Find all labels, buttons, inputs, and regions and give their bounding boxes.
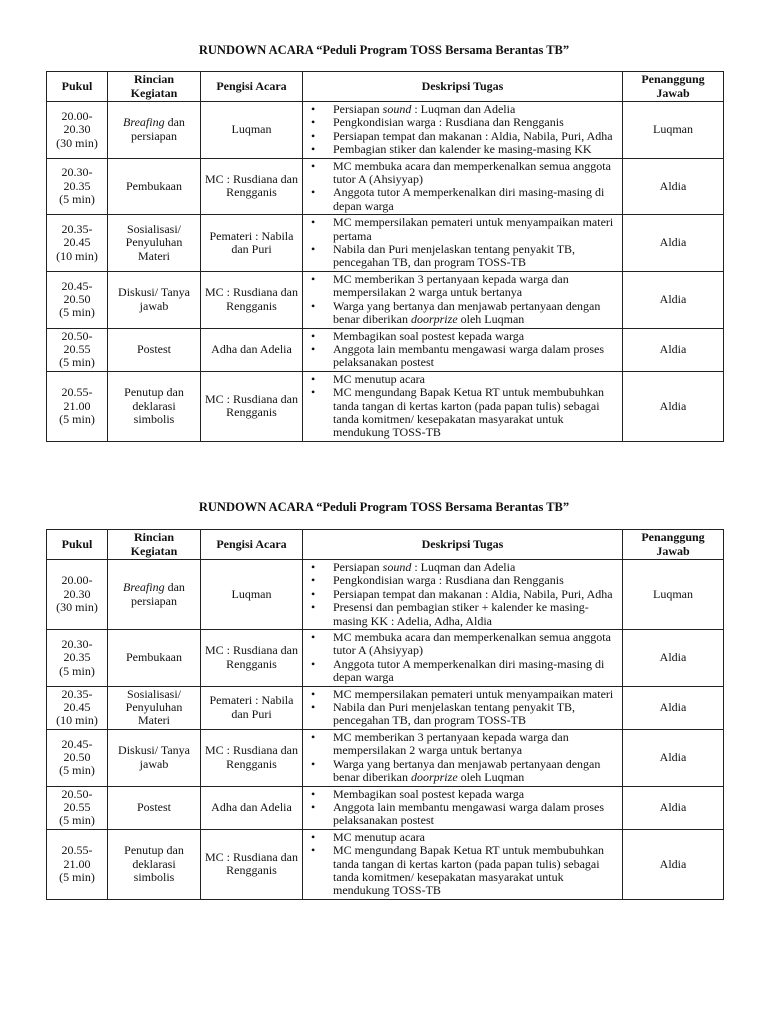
responsible-cell: Aldia — [623, 829, 724, 899]
task-text: Persiapan — [333, 560, 383, 574]
task-list-item — [306, 160, 619, 187]
activity-cell — [108, 271, 201, 328]
task-text: MC memberikan 3 pertanyaan kepada warga dan mempersilakan 2 warga untuk bertanya — [333, 729, 569, 758]
table-row — [47, 560, 724, 630]
activity-text: Breafing — [123, 580, 165, 595]
activity-text: Pembukaan — [126, 650, 182, 665]
task-list-item — [306, 116, 619, 129]
performer-cell: MC : Rusdiana dan Rengganis — [201, 271, 303, 328]
table-row — [47, 786, 724, 829]
col-header-pengisi: Pengisi Acara — [201, 530, 303, 560]
activity-cell — [108, 729, 201, 786]
task-list — [306, 216, 619, 270]
task-description-cell — [303, 630, 623, 687]
time-cell: 20.30- 20.35 (5 min) — [47, 630, 108, 687]
responsible-cell: Aldia — [623, 271, 724, 328]
task-text: : Luqman dan Adelia — [411, 102, 516, 116]
task-list-item — [306, 216, 619, 243]
table-row — [47, 829, 724, 899]
task-list — [306, 731, 619, 785]
col-header-rincian: Rincian Kegiatan — [108, 72, 201, 102]
time-cell: 20.55- 21.00 (5 min) — [47, 371, 108, 441]
responsible-cell: Aldia — [623, 371, 724, 441]
task-list-item — [306, 243, 619, 270]
responsible-cell: Aldia — [623, 630, 724, 687]
task-list-item — [306, 273, 619, 300]
task-text: Anggota lain membantu mengawasi warga dalam proses pelaksanakan postest — [333, 799, 605, 828]
rundown-table — [46, 529, 724, 900]
task-list-item — [306, 300, 619, 327]
activity-cell — [108, 158, 201, 215]
performer-cell: MC : Rusdiana dan Rengganis — [201, 829, 303, 899]
table-row — [47, 215, 724, 272]
task-list-item — [306, 373, 619, 386]
task-description-cell — [303, 829, 623, 899]
responsible-cell: Aldia — [623, 686, 724, 729]
task-description-cell — [303, 271, 623, 328]
activity-cell — [108, 686, 201, 729]
task-text: sound — [382, 102, 412, 116]
col-header-pukul: Pukul — [47, 72, 108, 102]
table-row — [47, 102, 724, 159]
task-list-item — [306, 343, 619, 370]
performer-cell: MC : Rusdiana dan Rengganis — [201, 371, 303, 441]
task-text: MC mempersilakan pemateri untuk menyampaikan materi — [333, 686, 614, 701]
time-cell: 20.45- 20.50 (5 min) — [47, 271, 108, 328]
activity-cell — [108, 215, 201, 272]
task-list — [306, 373, 619, 440]
activity-text: dan persiapan — [131, 115, 185, 143]
task-text: Nabila dan Puri menjelaskan tentang penyakit TB, pencegahan TB, dan program TOSS-TB — [333, 700, 576, 728]
responsible-cell: Aldia — [623, 328, 724, 371]
task-text: MC mempersilakan pemateri untuk menyampaikan materi pertama — [333, 215, 614, 243]
task-text: oleh Luqman — [457, 312, 525, 327]
time-cell: 20.00- 20.30 (30 min) — [47, 102, 108, 159]
task-text: Presensi dan pembagian stiker + kalender ke masing-masing KK : Adelia, Adha, Aldia — [333, 600, 589, 628]
task-text: Pengkondisian warga : Rusdiana dan Rengganis — [333, 115, 564, 130]
task-list — [306, 103, 619, 157]
task-text: Anggota lain membantu mengawasi warga dalam proses pelaksanakan postest — [333, 341, 605, 370]
task-list-item — [306, 788, 619, 801]
performer-cell: Pemateri : Nabila dan Puri — [201, 215, 303, 272]
activity-cell — [108, 102, 201, 159]
activity-cell — [108, 630, 201, 687]
table-body — [47, 102, 724, 442]
task-list-item — [306, 688, 619, 701]
col-header-rincian: Rincian Kegiatan — [108, 530, 201, 560]
activity-text: Penutup dan deklarasi simbolis — [124, 843, 184, 884]
task-text: sound — [382, 560, 412, 574]
activity-text: Breafing — [123, 115, 165, 130]
task-list-item — [306, 801, 619, 828]
task-list-item — [306, 844, 619, 898]
table-row — [47, 686, 724, 729]
task-list-item — [306, 731, 619, 758]
table-row — [47, 271, 724, 328]
time-cell: 20.55- 21.00 (5 min) — [47, 829, 108, 899]
time-cell: 20.00- 20.30 (30 min) — [47, 560, 108, 630]
task-text: Nabila dan Puri menjelaskan tentang penyakit TB, pencegahan TB, dan program TOSS-TB — [333, 242, 576, 270]
performer-cell: MC : Rusdiana dan Rengganis — [201, 158, 303, 215]
time-cell: 20.35- 20.45 (10 min) — [47, 215, 108, 272]
task-text: Pengkondisian warga : Rusdiana dan Rengganis — [333, 573, 564, 588]
activity-text: Diskusi/ Tanya jawab — [118, 743, 190, 771]
task-text: Persiapan tempat dan makanan : Aldia, Nabila, Puri, Adha — [333, 128, 613, 143]
task-list-item — [306, 143, 619, 156]
activity-text: Postest — [136, 799, 171, 814]
task-list — [306, 561, 619, 628]
task-description-cell — [303, 686, 623, 729]
performer-cell: Adha dan Adelia — [201, 786, 303, 829]
activity-cell — [108, 829, 201, 899]
task-list-item — [306, 130, 619, 143]
task-text: Warga yang bertanya dan menjawab pertanyaan dengan benar diberikan — [333, 756, 601, 785]
task-description-cell — [303, 158, 623, 215]
task-list-item — [306, 601, 619, 628]
task-list-item — [306, 386, 619, 440]
table-row — [47, 158, 724, 215]
activity-text: Diskusi/ Tanya jawab — [118, 285, 190, 313]
task-text: Warga yang bertanya dan menjawab pertanyaan dengan benar diberikan — [333, 298, 601, 327]
task-text: MC memberikan 3 pertanyaan kepada warga dan mempersilakan 2 warga untuk bertanya — [333, 271, 569, 300]
col-header-penanggung-jawab: Penanggung Jawab — [623, 72, 724, 102]
activity-text: dan persiapan — [131, 580, 185, 608]
task-list — [306, 788, 619, 828]
activity-text: Sosialisasi/ Penyuluhan Materi — [125, 686, 183, 728]
task-list-item — [306, 758, 619, 785]
task-list-item — [306, 588, 619, 601]
task-list-item — [306, 631, 619, 658]
task-list-item — [306, 103, 619, 116]
task-list-item — [306, 330, 619, 343]
col-header-penanggung-jawab: Penanggung Jawab — [623, 530, 724, 560]
activity-cell — [108, 560, 201, 630]
responsible-cell: Aldia — [623, 215, 724, 272]
table-row — [47, 371, 724, 441]
task-description-cell — [303, 215, 623, 272]
activity-cell — [108, 328, 201, 371]
task-text: MC menutup acara — [333, 371, 425, 386]
task-text: doorprize — [410, 770, 458, 785]
task-text: Anggota tutor A memperkenalkan diri masing-masing di depan warga — [333, 656, 605, 685]
time-cell: 20.50- 20.55 (5 min) — [47, 328, 108, 371]
col-header-pengisi: Pengisi Acara — [201, 72, 303, 102]
col-header-deskripsi: Deskripsi Tugas — [303, 72, 623, 102]
activity-text: Sosialisasi/ Penyuluhan Materi — [125, 221, 183, 263]
performer-cell: Pemateri : Nabila dan Puri — [201, 686, 303, 729]
table-body — [47, 560, 724, 900]
task-list — [306, 688, 619, 728]
responsible-cell: Luqman — [623, 102, 724, 159]
responsible-cell: Aldia — [623, 786, 724, 829]
table-row — [47, 630, 724, 687]
task-text: Pembagian stiker dan kalender ke masing-masing KK — [333, 142, 592, 157]
rundown-title: RUNDOWN ACARA “Peduli Program TOSS Bersama Berantas TB” — [198, 43, 570, 57]
task-list — [306, 160, 619, 214]
task-text: MC menutup acara — [333, 829, 425, 844]
table-row — [47, 328, 724, 371]
task-list — [306, 273, 619, 327]
performer-cell: Luqman — [201, 560, 303, 630]
time-cell: 20.50- 20.55 (5 min) — [47, 786, 108, 829]
task-list — [306, 631, 619, 685]
task-list-item — [306, 574, 619, 587]
activity-text: Pembukaan — [126, 178, 182, 193]
col-header-pukul: Pukul — [47, 530, 108, 560]
task-list — [306, 831, 619, 898]
time-cell: 20.35- 20.45 (10 min) — [47, 686, 108, 729]
task-text: doorprize — [410, 312, 458, 327]
task-text: Membagikan soal postest kepada warga — [333, 328, 525, 343]
task-description-cell — [303, 102, 623, 159]
task-text: Membagikan soal postest kepada warga — [333, 786, 525, 801]
task-description-cell — [303, 328, 623, 371]
task-list — [306, 330, 619, 370]
responsible-cell: Luqman — [623, 560, 724, 630]
task-list-item — [306, 186, 619, 213]
task-text: : Luqman dan Adelia — [411, 560, 516, 574]
task-text: Persiapan tempat dan makanan : Aldia, Nabila, Puri, Adha — [333, 586, 613, 601]
task-text: MC mengundang Bapak Ketua RT untuk membubuhkan tanda tangan di kertas karton (pada papan tulis) sebagai tanda komitmen/ kesepakatan masyarakat untuk mendukung TOSS-TB — [333, 843, 605, 898]
rundown-title: RUNDOWN ACARA “Peduli Program TOSS Bersama Berantas TB” — [198, 500, 570, 514]
task-description-cell — [303, 560, 623, 630]
task-text: oleh Luqman — [457, 770, 525, 785]
task-description-cell — [303, 729, 623, 786]
responsible-cell: Aldia — [623, 729, 724, 786]
responsible-cell: Aldia — [623, 158, 724, 215]
activity-text: Penutup dan deklarasi simbolis — [124, 385, 184, 426]
activity-cell — [108, 371, 201, 441]
table-row — [47, 729, 724, 786]
performer-cell: Adha dan Adelia — [201, 328, 303, 371]
performer-cell: MC : Rusdiana dan Rengganis — [201, 630, 303, 687]
time-cell: 20.45- 20.50 (5 min) — [47, 729, 108, 786]
activity-text: Postest — [136, 341, 171, 356]
task-text: MC mengundang Bapak Ketua RT untuk membubuhkan tanda tangan di kertas karton (pada papan tulis) sebagai tanda komitmen/ kesepakatan masyarakat untuk mendukung TOSS-TB — [333, 385, 605, 440]
task-text: Persiapan — [333, 102, 383, 116]
task-text: Anggota tutor A memperkenalkan diri masing-masing di depan warga — [333, 185, 605, 213]
activity-cell — [108, 786, 201, 829]
performer-cell: MC : Rusdiana dan Rengganis — [201, 729, 303, 786]
task-list-item — [306, 658, 619, 685]
col-header-deskripsi: Deskripsi Tugas — [303, 530, 623, 560]
task-list-item — [306, 831, 619, 844]
performer-cell: Luqman — [201, 102, 303, 159]
task-description-cell — [303, 371, 623, 441]
time-cell: 20.30- 20.35 (5 min) — [47, 158, 108, 215]
task-text: MC membuka acara dan memperkenalkan semua anggota tutor A (Ahsiyyap) — [333, 630, 611, 658]
task-list-item — [306, 561, 619, 574]
task-text: MC membuka acara dan memperkenalkan semua anggota tutor A (Ahsiyyap) — [333, 158, 611, 187]
task-description-cell — [303, 786, 623, 829]
rundown-table — [46, 71, 724, 442]
task-list-item — [306, 701, 619, 728]
